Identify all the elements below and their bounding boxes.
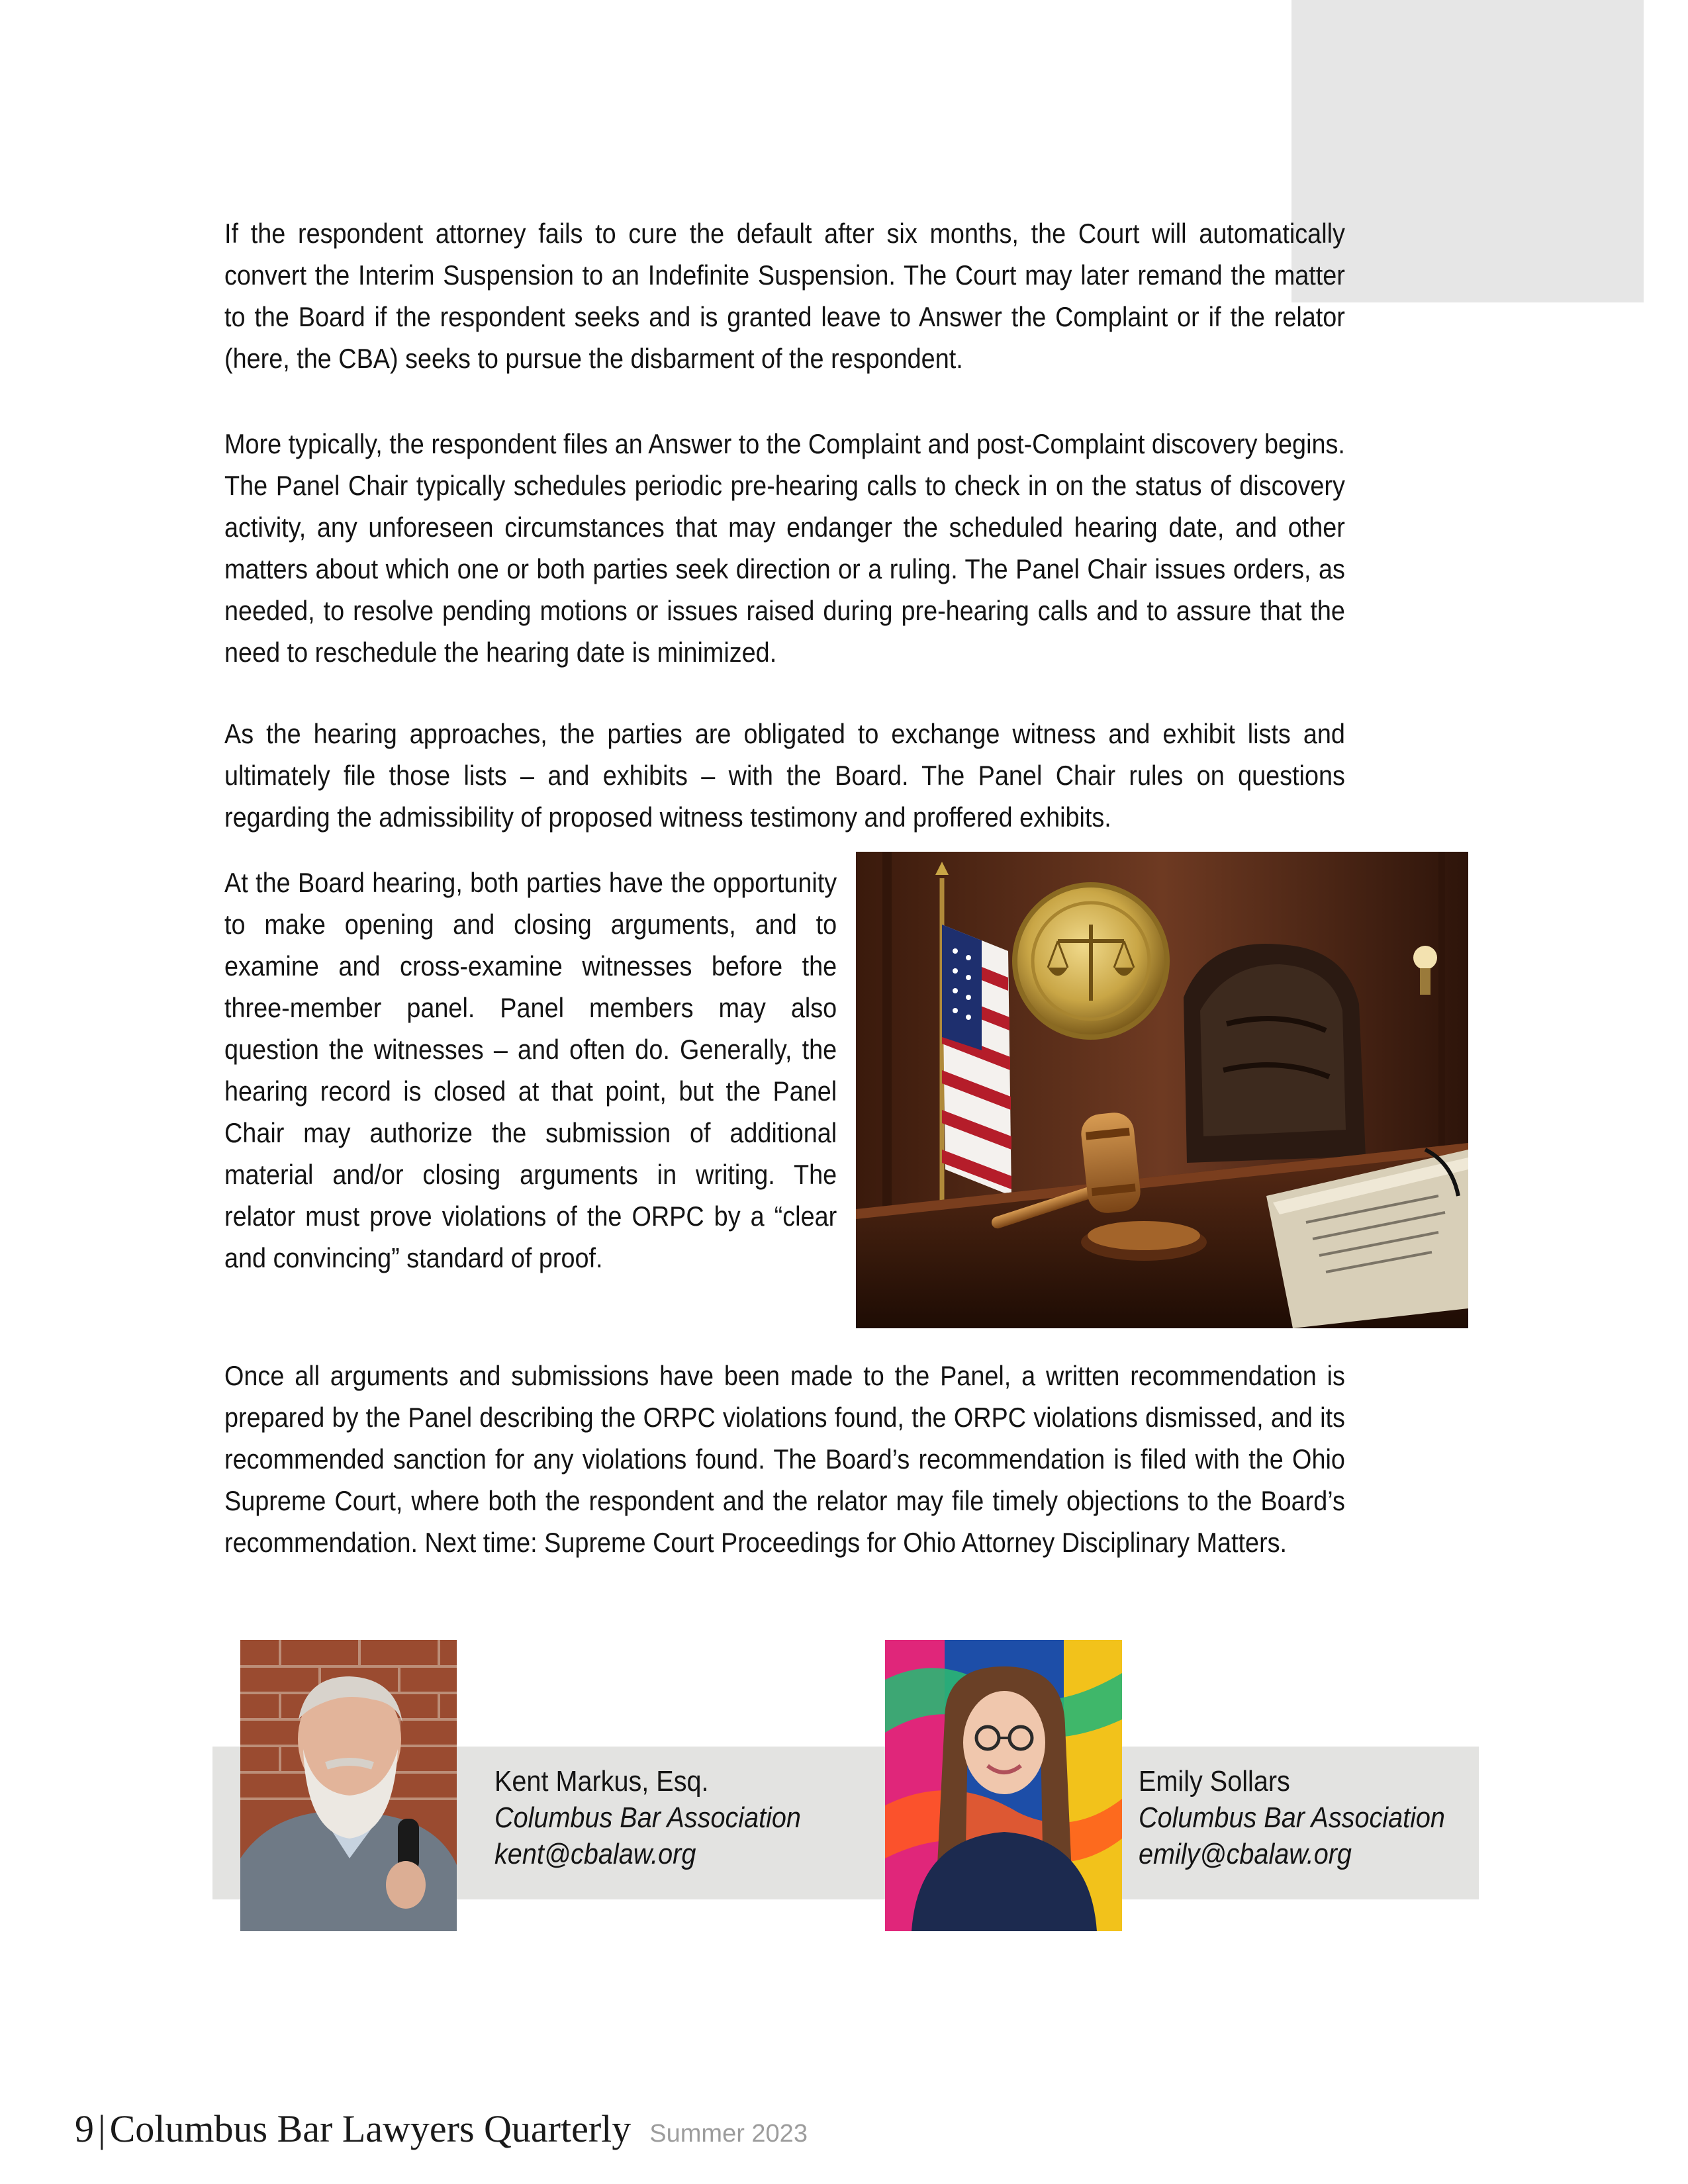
paragraph-board-hearing: At the Board hearing, both parties have the opportunity to make opening and closing arguments, and to examine and cross-examine witnesses before the three-member panel. Panel members may also question the witnesses – and often do. Generally, the hearing record is closed at that point, but the Panel Chair may authorize the submission of additional material and/or closing arguments in writing. The relator must prove violations of the ORPC by a “clear and convincing” standard of proof.	[224, 867, 837, 1273]
footer-separator: |	[98, 2107, 106, 2150]
paragraph-recommendation: Once all arguments and submissions have been made to the Panel, a written recommendation is prepared by the Panel describing the ORPC violations found, the ORPC violations dismissed, and its recommended sanction for any violations found. The Board’s recommendation is filed with the Ohio Supreme Court, where both the respondent and the relator may file timely objections to the Board’s recommendation. Next time: Supreme Court Proceedings for Ohio Attorney Disciplinary Matters.	[224, 1360, 1345, 1558]
paragraph-hearing-approaches: As the hearing approaches, the parties are obligated to exchange witness and exhibit lists and ultimately file those lists – and exhibits – with the Board. The Panel Chair rules on questions regarding the admissibility of proposed witness testimony and proffered exhibits.	[224, 718, 1345, 833]
paragraph-answer-discovery: More typically, the respondent files an Answer to the Complaint and post-Complaint discovery begins. The Panel Chair typically schedules periodic pre-hearing calls to check in on the status of discovery activity, any unforeseen circumstances that may endanger the scheduled hearing date, and other matters about which one or both parties seek direction or a ruling. The Panel Chair issues orders, as needed, to resolve pending motions or issues raised during pre-hearing calls and to assure that the need to reschedule the hearing date is minimized.	[224, 428, 1345, 668]
author-card-emily-sollars	[1139, 1763, 1445, 1872]
paragraph-default-conversion: If the respondent attorney fails to cure the default after six months, the Court will automatically convert the Interim Suspension to an Indefinite Suspension. The Court may later remand the matter to the Board if the respondent seeks and is granted leave to Answer the Complaint or if the relator (here, the CBA) seeks to pursue the disbarment of the respondent.	[224, 218, 1345, 374]
author-affiliation: Columbus Bar Association	[494, 1801, 801, 1834]
author-photo-emily-sollars	[885, 1640, 1122, 1931]
publication-title: Columbus Bar Lawyers Quarterly	[109, 2107, 632, 2150]
page-number: 9	[75, 2107, 94, 2150]
emily-sollars-portrait	[885, 1640, 1122, 1931]
author-email: kent@cbalaw.org	[494, 1838, 696, 1870]
author-photo-kent-markus	[240, 1640, 457, 1931]
author-card-kent-markus	[494, 1763, 801, 1872]
courtroom-illustration	[856, 852, 1468, 1328]
page-footer	[75, 2107, 808, 2151]
courtroom-photo	[856, 852, 1468, 1328]
issue-label: Summer 2023	[649, 2120, 808, 2148]
author-email: emily@cbalaw.org	[1139, 1838, 1352, 1870]
author-name: Kent Markus, Esq.	[494, 1765, 709, 1797]
author-name: Emily Sollars	[1139, 1765, 1290, 1797]
kent-markus-portrait	[240, 1640, 457, 1931]
author-affiliation: Columbus Bar Association	[1139, 1801, 1445, 1834]
